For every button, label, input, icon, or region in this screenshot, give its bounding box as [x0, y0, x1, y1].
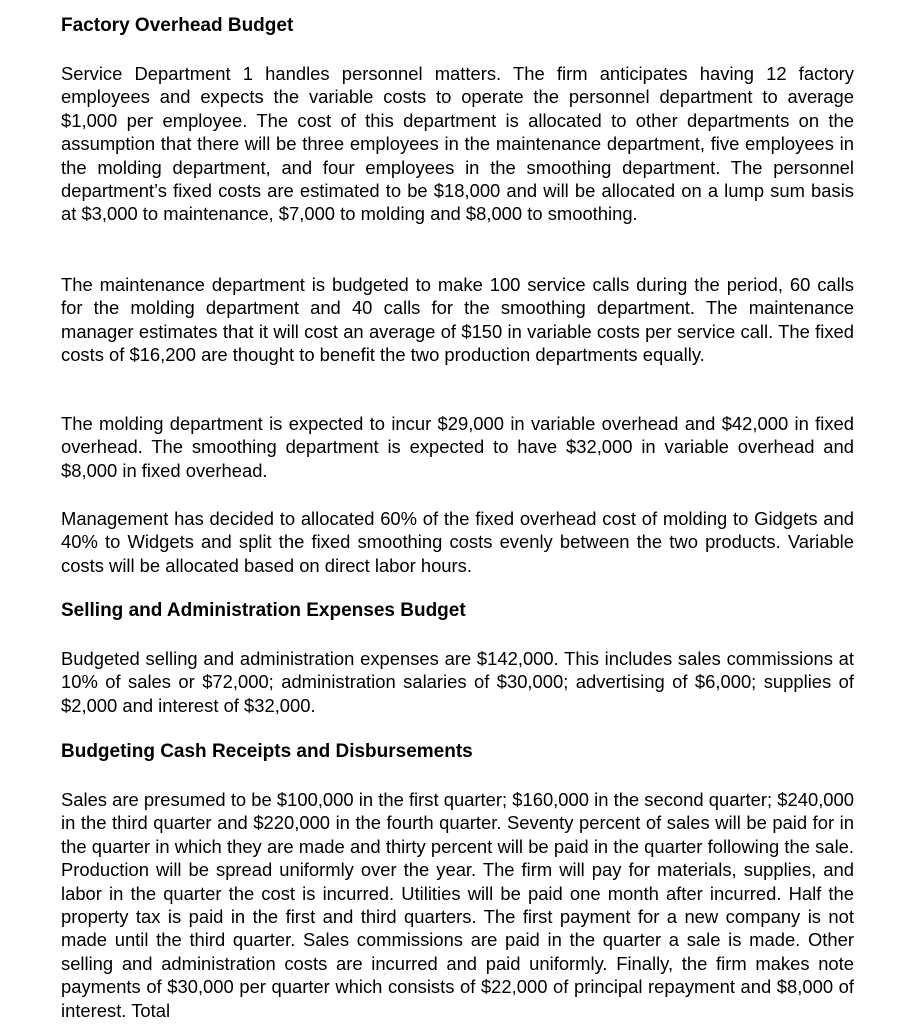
- paragraph-allocation: Management has decided to allocated 60% of the fixed overhead cost of molding to Gidgets and 40% to Widgets and split the fixed smoothing costs evenly between the two products. Variable costs will be allocated based on direct labor hours.: [61, 508, 854, 576]
- section-heading-factory-overhead: Factory Overhead Budget: [61, 15, 294, 36]
- paragraph-molding-smoothing: The molding department is expected to incur $29,000 in variable overhead and $42,000 in fixed overhead. The smoothing department is expected to have $32,000 in variable overhead and $8,000 in fixed overhead.: [61, 413, 854, 481]
- paragraph-cash-budget: Sales are presumed to be $100,000 in the first quarter; $160,000 in the second quarter; $240,000 in the third quarter and $220,000 in the fourth quarter. Seventy percent of sales will be paid for in the quarter in which they are made and thirty percent will be paid in the quarter following the sale. Production will be spread uniformly over the year. The firm will pay for materials, supplies, and labor in the quarter the cost is incurred. Utilities will be paid one month after incurred. Half the property tax is paid in the first and third quarters. The first payment for a new company is not made until the third quarter. Sales commissions are paid in the quarter a sale is made. Other selling and administration costs are incurred and paid uniformly. Finally, the firm makes note payments of $30,000 per quarter which consists of $22,000 of principal repayment and $8,000 of interest. Total: [61, 789, 854, 1021]
- paragraph-maintenance: The maintenance department is budgeted to make 100 service calls during the period, 60 calls for the molding department and 40 calls for the smoothing department. The maintenance manager estimates that it will cost an average of $150 in variable costs per service call. The fixed costs of $16,200 are thought to benefit the two production departments equally.: [61, 274, 854, 366]
- paragraph-personnel: Service Department 1 handles personnel matters. The firm anticipates having 12 factory employees and expects the variable costs to operate the personnel department to average $1,000 per employee. The cost of this department is allocated to other departments on the assumption that there will be three employees in the maintenance department, five employees in the molding department, and four employees in the smoothing department. The personnel department’s fixed costs are estimated to be $18,000 and will be allocated on a lump sum basis at $3,000 to maintenance, $7,000 to molding and $8,000 to smoothing.: [61, 63, 854, 225]
- section-heading-cash-budget: Budgeting Cash Receipts and Disbursements: [61, 741, 473, 762]
- paragraph-selling-admin: Budgeted selling and administration expenses are $142,000. This includes sales commissions at 10% of sales or $72,000; administration salaries of $30,000; advertising of $6,000; supplies of $2,000 and interest of $32,000.: [61, 648, 854, 716]
- section-heading-selling-admin: Selling and Administration Expenses Budget: [61, 600, 466, 621]
